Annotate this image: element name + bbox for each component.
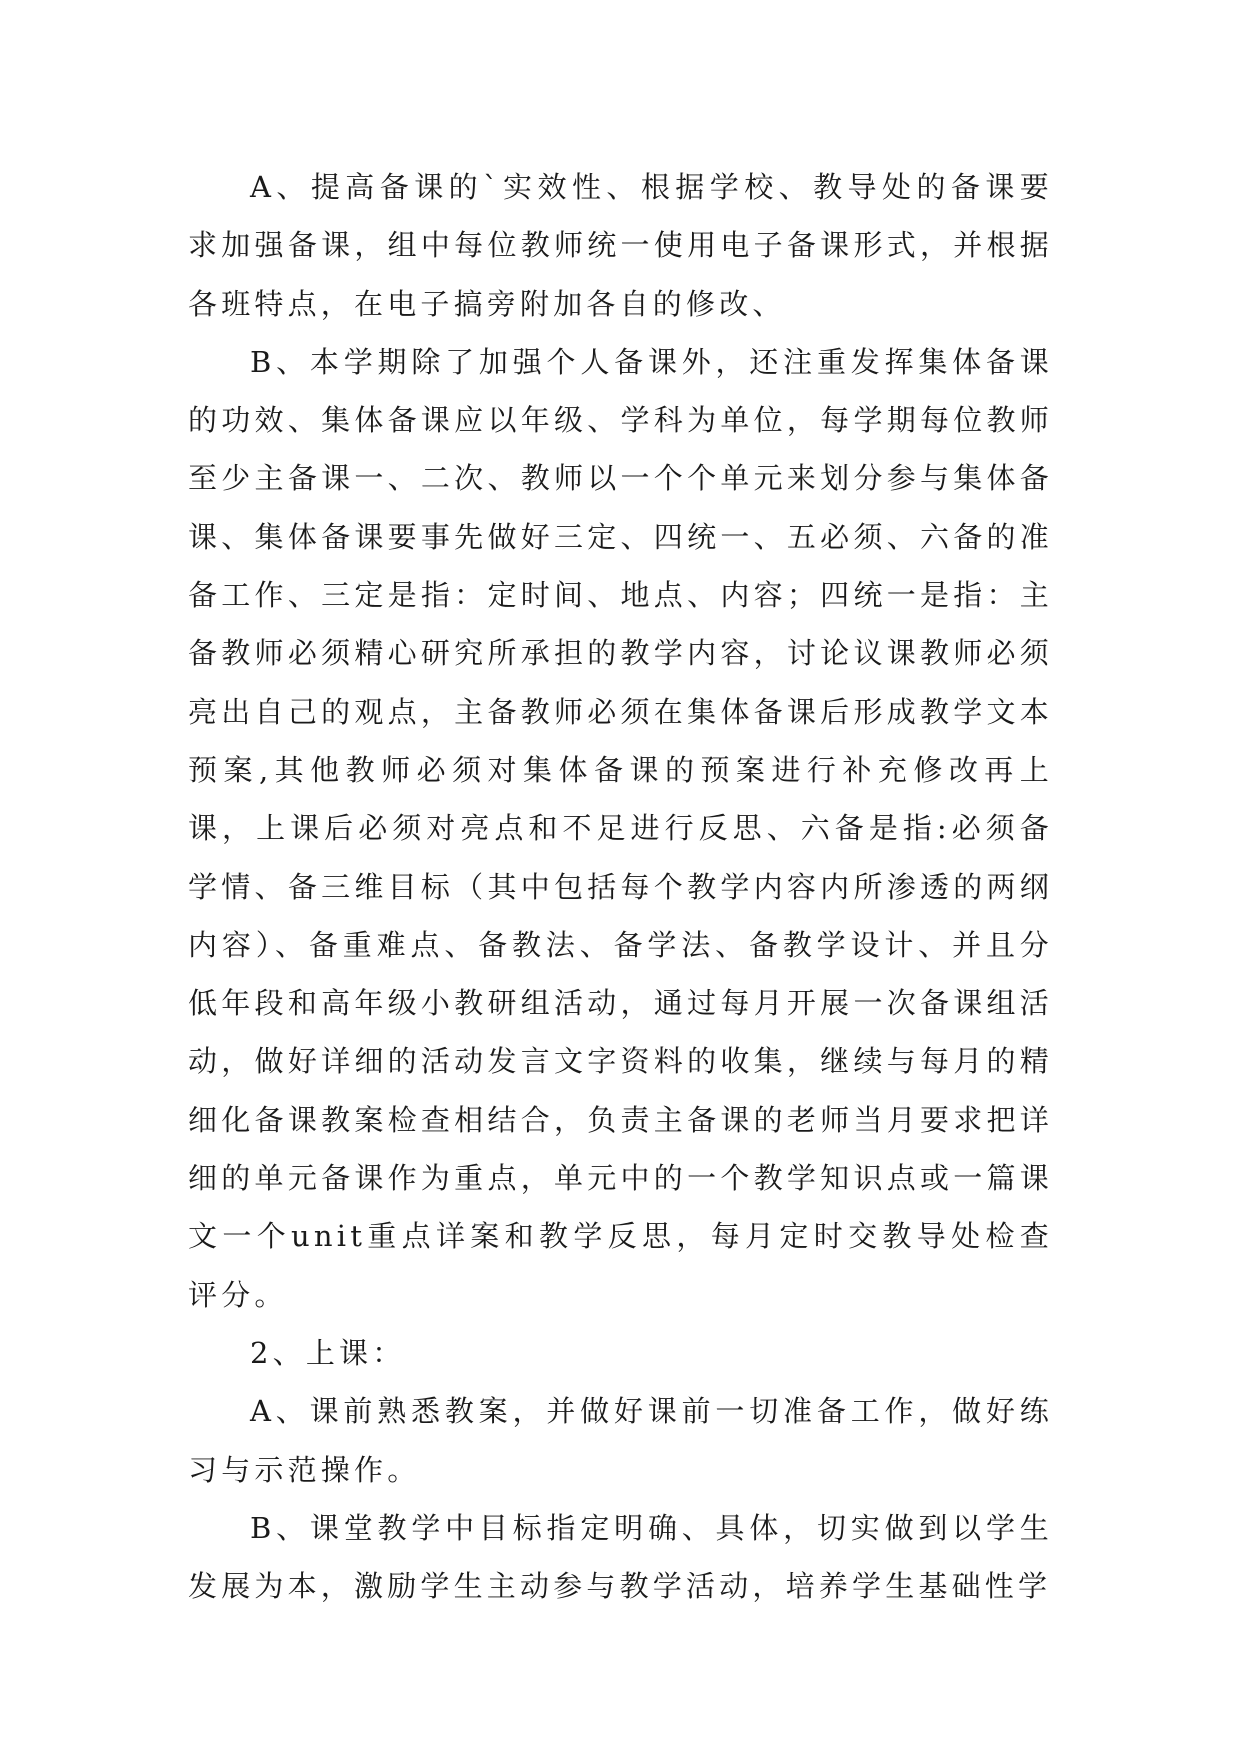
paragraph-class-teaching-a: A、课前熟悉教案，并做好课前一切准备工作，做好练习与示范操作。 <box>188 1394 1053 1487</box>
paragraph-lesson-preparation-a: A、提高备课的`实效性、根据学校、教导处的备课要求加强备课，组中每位教师统一使用电子备课形式，并根据各班特点，在电子搞旁附加各自的修改、 <box>188 170 1053 321</box>
paragraph-lesson-preparation-b: B、本学期除了加强个人备课外，还注重发挥集体备课的功效、集体备课应以年级、学科为单位，每学期每位教师至少主备课一、二次、教师以一个个单元来划分参与集体备课、集体备课要事先做好三定、四统一、五必须、六备的准备工作、三定是指：定时间、地点、内容；四统一是指：主备教师必须精心研究所承担的教学内容，讨论议课教师必须亮出自己的观点，主备教师必须在集体备课后形成教学文本预案,其他教师必须对集体备课的预案进行补充修改再上课，上课后必须对亮点和不足进行反思、六备是指:必须备学情、备三维目标（其中包括每个教学内容内所渗透的两纲内容）、备重难点、备教法、备学法、备教学设计、并且分低年段和高年级小教研组活动，通过每月开展一次备课组活动，做好详细的活动发言文字资料的收集，继续与每月的精细化备课教案检查相结合，负责主备课的老师当月要求把详细的单元备课作为重点，单元中的一个教学知识点或一篇课文一个unit重点详案和教学反思，每月定时交教导处检查评分。 <box>188 344 1053 1312</box>
paragraph-class-teaching-b: B、课堂教学中目标指定明确、具体，切实做到以学生发展为本，激励学生主动参与教学活动，培养学生基础性学 <box>188 1510 1053 1604</box>
section-heading-class-teaching: 2、上课： <box>250 1335 406 1370</box>
document-body <box>188 158 1053 1615</box>
